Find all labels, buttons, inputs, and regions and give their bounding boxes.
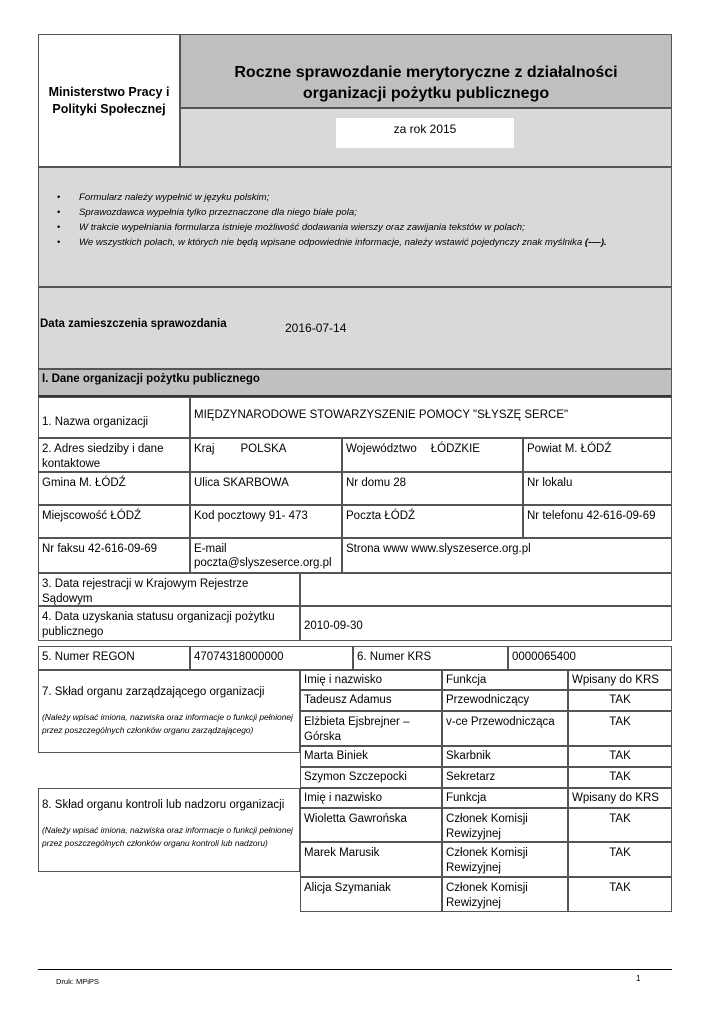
board-row-3-function[interactable]: Skarbnik xyxy=(442,746,568,767)
dash-sign: (-—). xyxy=(584,237,607,248)
board-row-3-krs[interactable]: TAK xyxy=(568,746,672,767)
city-field[interactable]: Miejscowość ŁÓDŹ xyxy=(38,505,190,538)
audit-row-2-name[interactable]: Marek Marusik xyxy=(300,842,442,877)
board-label: 7. Skład organu zarządzającego organizacji xyxy=(42,686,265,698)
board-header-name: Imię i nazwisko xyxy=(300,670,442,690)
status-date-label: 4. Data uzyskania statusu organizacji pożytku publicznego xyxy=(38,606,300,641)
notes-list xyxy=(39,190,671,250)
board-header-function: Funkcja xyxy=(442,670,568,690)
footer-rule xyxy=(38,969,672,970)
board-row-2-krs[interactable]: TAK xyxy=(568,711,672,746)
notes-box xyxy=(38,167,672,287)
email-field[interactable]: E-mail poczta@slyszeserce.org.pl xyxy=(190,538,342,573)
krs-registration-label: 3. Data rejestracji w Krajowym Rejestrze Sądowym xyxy=(38,573,300,606)
district-field[interactable]: Powiat M. ŁÓDŹ xyxy=(523,438,672,472)
footer-print: Druk: MPiPS xyxy=(56,977,99,986)
audit-header-name: Imię i nazwisko xyxy=(300,788,442,808)
board-row-3-name[interactable]: Marta Biniek xyxy=(300,746,442,767)
title-line-1: Roczne sprawozdanie merytoryczne z działalności xyxy=(234,64,618,81)
regon-value[interactable]: 47074318000000 xyxy=(190,646,353,670)
fax-field[interactable]: Nr faksu 42-616-09-69 xyxy=(38,538,190,573)
board-note: (Należy wpisać imiona, nazwiska oraz informacje o funkcji pełnionej przez poszczególnych członków organu zarządzającego) xyxy=(42,712,293,735)
commune-field[interactable]: Gmina M. ŁÓDŹ xyxy=(38,472,190,505)
note-item: • We wszystkich polach, w których nie będą wpisane odpowiednie informacje, należy wstawić pojedynczy znak myślnika (-—). xyxy=(57,237,607,248)
board-header-krs: Wpisany do KRS xyxy=(568,670,672,690)
audit-row-3-krs[interactable]: TAK xyxy=(568,877,672,912)
audit-row-1-name[interactable]: Wioletta Gawrońska xyxy=(300,808,442,842)
year-label: za rok 2015 xyxy=(393,122,457,136)
post-office-field[interactable]: Poczta ŁÓDŹ xyxy=(342,505,523,538)
board-row-4-name[interactable]: Szymon Szczepocki xyxy=(300,767,442,788)
apartment-number-field[interactable]: Nr lokalu xyxy=(523,472,672,505)
audit-label-box xyxy=(38,788,300,872)
krs-number-label: 6. Numer KRS xyxy=(353,646,508,670)
report-date-value: 2016-07-14 xyxy=(285,321,347,335)
audit-row-3-function[interactable]: Członek Komisji Rewizyjnej xyxy=(442,877,568,912)
country-field[interactable]: Kraj POLSKA xyxy=(190,438,342,472)
audit-header-function: Funkcja xyxy=(442,788,568,808)
house-number-field[interactable]: Nr domu 28 xyxy=(342,472,523,505)
address-label: 2. Adres siedziby i dane kontaktowe xyxy=(38,438,190,472)
org-name-label: 1. Nazwa organizacji xyxy=(38,397,190,438)
title-line-2: organizacji pożytku publicznego xyxy=(302,85,550,102)
page-number: 1 xyxy=(636,974,641,983)
org-name-value[interactable]: MIĘDZYNARODOWE STOWARZYSZENIE POMOCY "SŁYSZĘ SERCE" xyxy=(190,397,672,438)
street-field[interactable]: Ulica SKARBOWA xyxy=(190,472,342,505)
section-1-title: I. Dane organizacji pożytku publicznego xyxy=(38,369,672,397)
status-date-value[interactable]: 2010-09-30 xyxy=(300,606,672,641)
audit-row-2-function[interactable]: Członek Komisji Rewizyjnej xyxy=(442,842,568,877)
report-date-label: Data zamieszczenia sprawozdania xyxy=(40,318,227,330)
krs-number-value[interactable]: 0000065400 xyxy=(508,646,672,670)
audit-note: (Należy wpisać imiona, nazwiska oraz informacje o funkcji pełnionej przez poszczególnych członków organu kontroli lub nadzoru) xyxy=(42,825,293,848)
board-row-4-function[interactable]: Sekretarz xyxy=(442,767,568,788)
voivodeship-field[interactable]: Województwo ŁÓDZKIE xyxy=(342,438,523,472)
ministry-box xyxy=(38,34,180,167)
phone-field[interactable]: Nr telefonu 42-616-09-69 xyxy=(523,505,672,538)
board-row-2-name[interactable]: Elżbieta Ejsbrejner – Górska xyxy=(300,711,442,746)
audit-label: 8. Skład organu kontroli lub nadzoru organizacji xyxy=(42,799,285,811)
audit-row-2-krs[interactable]: TAK xyxy=(568,842,672,877)
note-item: • Formularz należy wypełnić w języku polskim; xyxy=(57,192,270,203)
regon-label: 5. Numer REGON xyxy=(38,646,190,670)
board-row-1-name[interactable]: Tadeusz Adamus xyxy=(300,690,442,711)
note-item: • W trakcie wypełniania formularza istnieje możliwość dodawania wierszy oraz zawijania tekstów w polach; xyxy=(57,222,525,233)
website-field[interactable]: Strona www www.slyszeserce.org.pl xyxy=(342,538,672,573)
ministry-name: Ministerstwo Pracy i Polityki Społecznej xyxy=(48,84,170,116)
postal-code-field[interactable]: Kod pocztowy 91- 473 xyxy=(190,505,342,538)
board-row-1-function[interactable]: Przewodniczący xyxy=(442,690,568,711)
board-label-box xyxy=(38,670,300,753)
note-item: • Sprawozdawca wypełnia tylko przeznaczone dla niego białe pola; xyxy=(57,207,357,218)
title-box xyxy=(180,34,672,108)
audit-row-1-function[interactable]: Członek Komisji Rewizyjnej xyxy=(442,808,568,842)
audit-row-1-krs[interactable]: TAK xyxy=(568,808,672,842)
audit-row-3-name[interactable]: Alicja Szymaniak xyxy=(300,877,442,912)
year-box xyxy=(336,118,514,148)
krs-registration-value[interactable] xyxy=(300,573,672,606)
board-row-2-function[interactable]: v-ce Przewodnicząca xyxy=(442,711,568,746)
audit-header-krs: Wpisany do KRS xyxy=(568,788,672,808)
board-row-4-krs[interactable]: TAK xyxy=(568,767,672,788)
board-row-1-krs[interactable]: TAK xyxy=(568,690,672,711)
